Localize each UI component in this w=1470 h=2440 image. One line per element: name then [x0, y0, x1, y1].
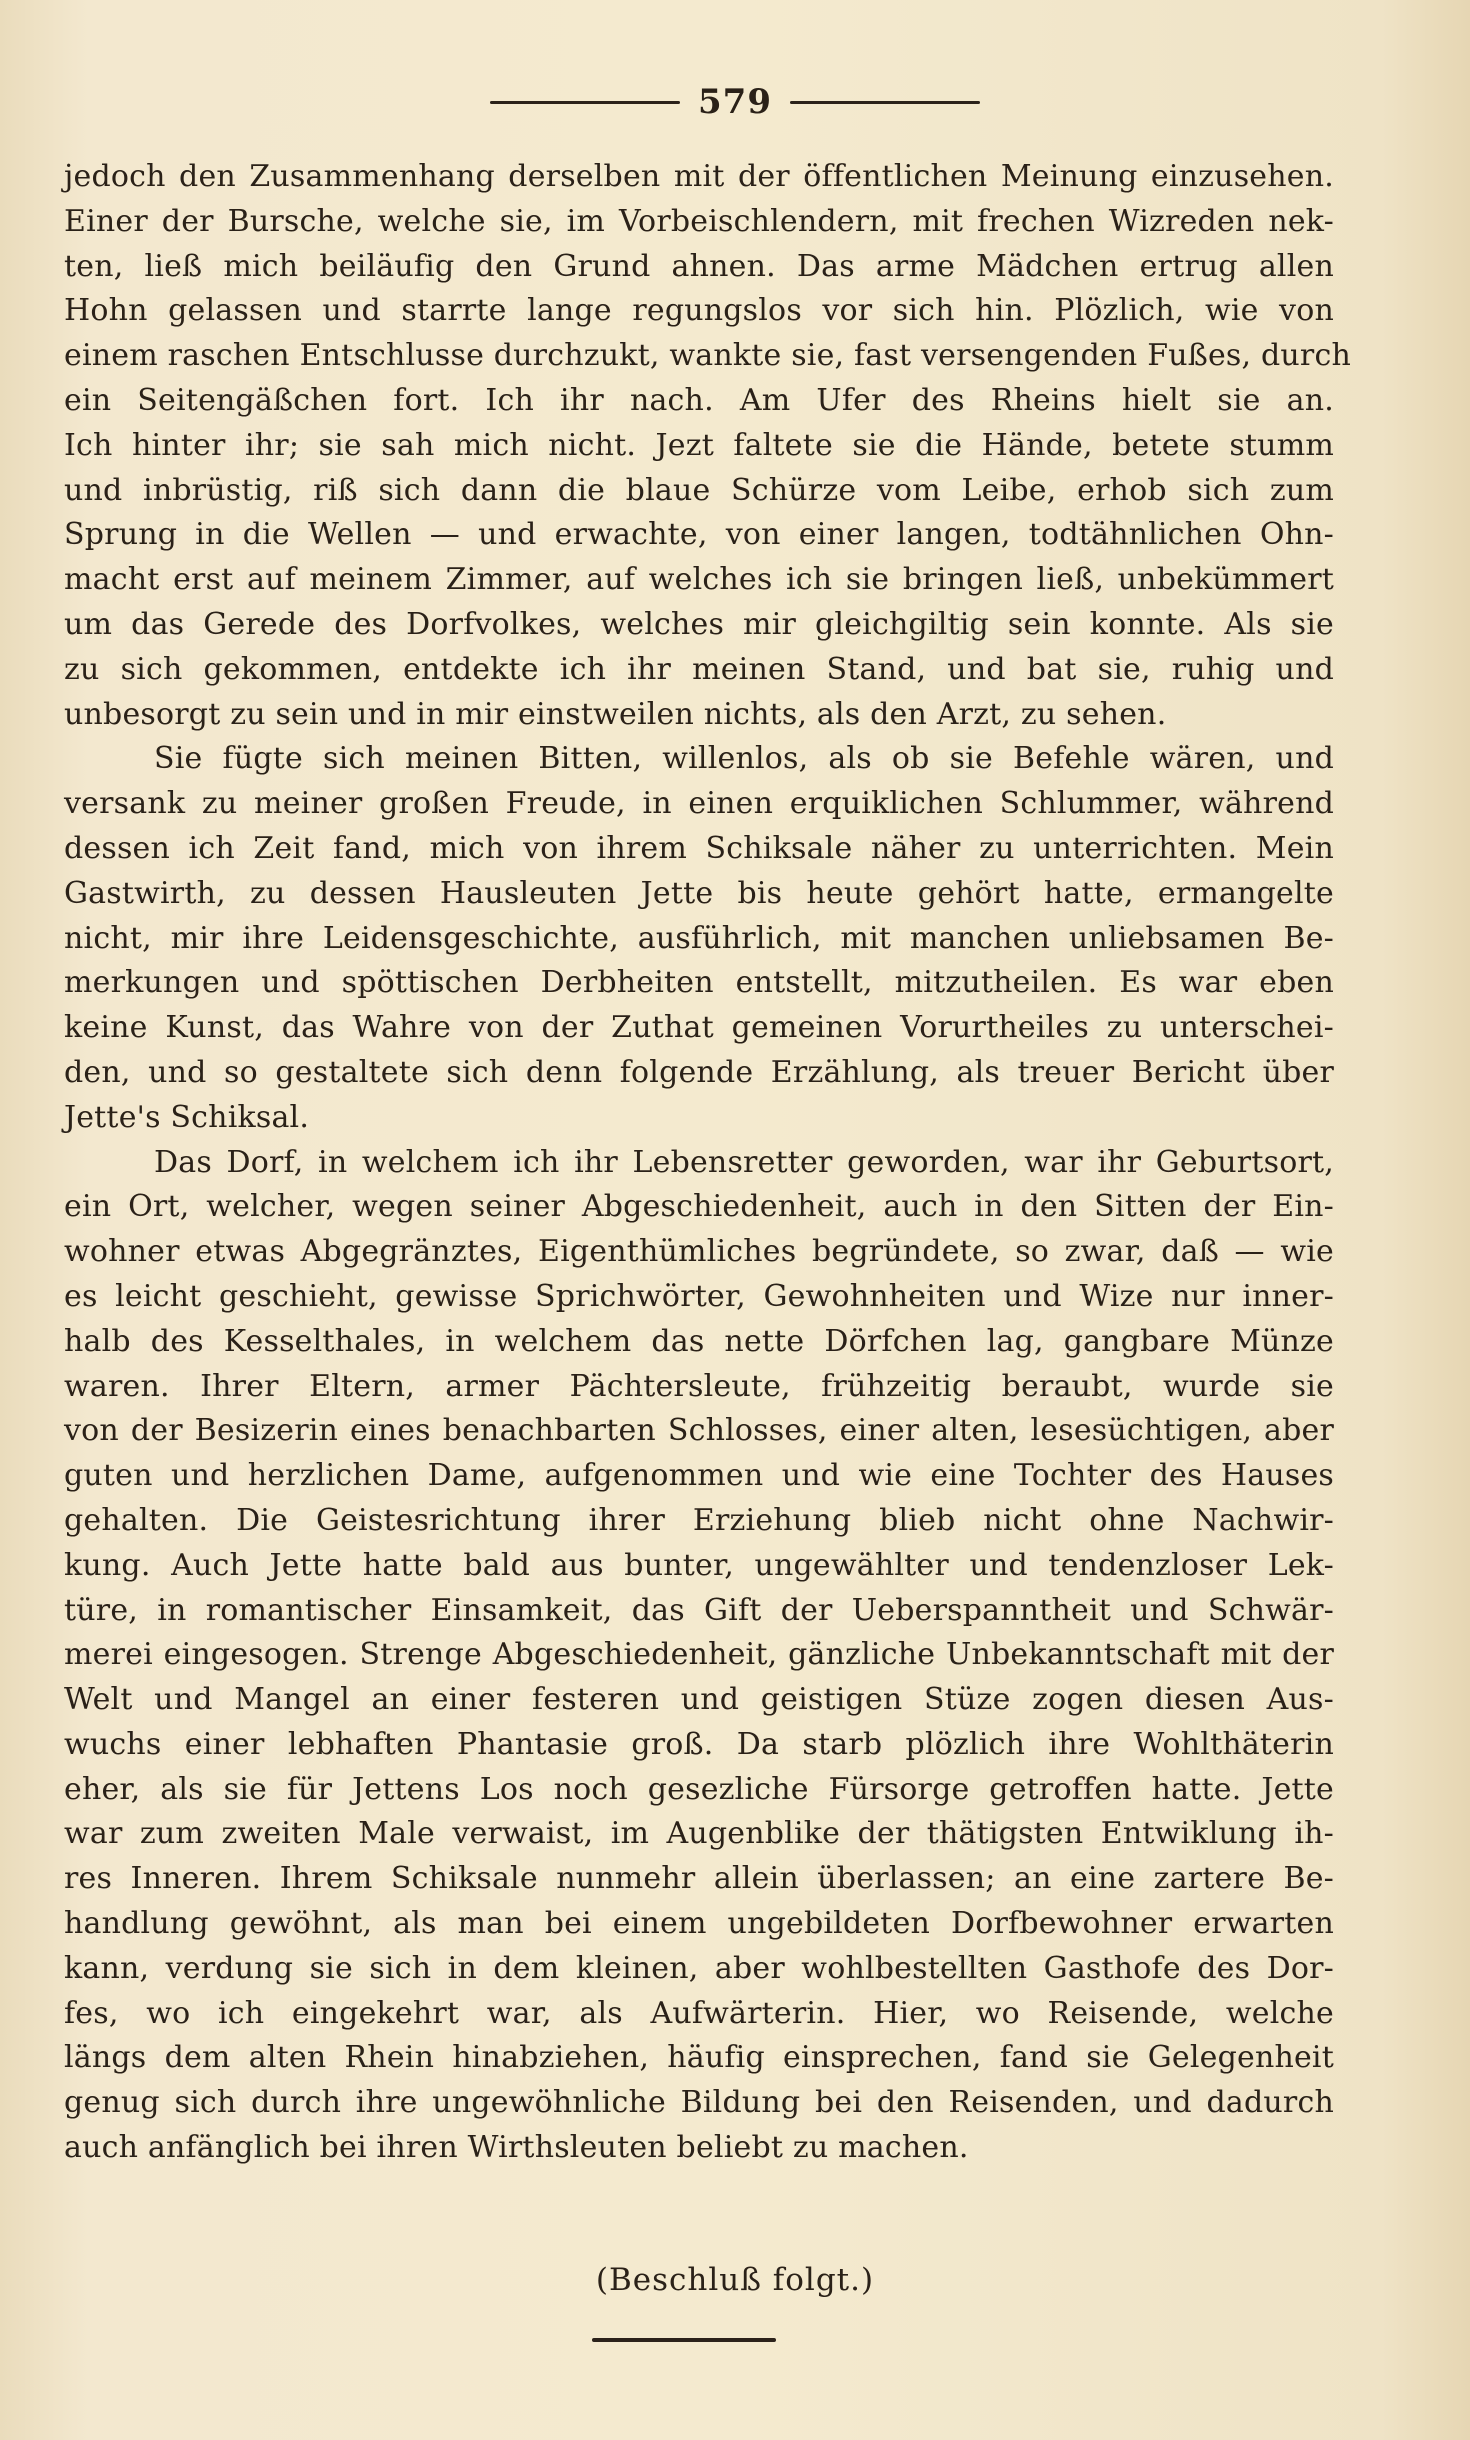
text-line: versank zu meiner großen Freude, in einen erquiklichen Schlummer, während — [64, 786, 1334, 822]
text-line: res Inneren. Ihrem Schiksale nunmehr allein überlassen; an eine zartere Be- — [64, 1861, 1334, 1897]
text-line: handlung gewöhnt, als man bei einem ungebildeten Dorfbewohner erwarten — [64, 1906, 1334, 1942]
text-line: ein Seitengäßchen fort. Ich ihr nach. Am Ufer des Rheins hielt sie an. — [64, 382, 1334, 418]
text-line: und inbrüstig, riß sich dann die blaue Schürze vom Leibe, erhob sich zum — [64, 472, 1334, 508]
text-line: den, und so gestaltete sich denn folgende Erzählung, als treuer Bericht über — [64, 1054, 1334, 1090]
text-line: fes, wo ich eingekehrt war, als Aufwärterin. Hier, wo Reisende, welche — [64, 1995, 1334, 2031]
text-line: gehalten. Die Geistesrichtung ihrer Erziehung blieb nicht ohne Nachwir- — [64, 1502, 1334, 1538]
text-line: zu sich gekommen, entdekte ich ihr meinen Stand, und bat sie, ruhig und — [64, 651, 1334, 687]
text-line: eher, als sie für Jettens Los noch gesezliche Fürsorge getroffen hatte. Jette — [64, 1771, 1334, 1807]
text-line: merei eingesogen. Strenge Abgeschiedenheit, gänzliche Unbekanntschaft mit der — [64, 1637, 1334, 1673]
page-header — [0, 82, 1470, 122]
paragraph — [64, 155, 1351, 737]
text-line: Gastwirth, zu dessen Hausleuten Jette bis heute gehört hatte, ermangelte — [64, 875, 1334, 911]
header-rule-left — [490, 101, 680, 104]
text-line: Einer der Bursche, welche sie, im Vorbeischlendern, mit frechen Wizreden nek- — [64, 203, 1334, 239]
text-line: war zum zweiten Male verwaist, im Augenblike der thätigsten Entwiklung ih- — [64, 1816, 1334, 1852]
text-line: Hohn gelassen und starrte lange regungslos vor sich hin. Plözlich, wie von — [64, 293, 1334, 329]
text-line: von der Besizerin eines benachbarten Schlosses, einer alten, lesesüchtigen, aber — [64, 1413, 1334, 1449]
text-line: halb des Kesselthales, in welchem das nette Dörfchen lag, gangbare Münze — [64, 1323, 1334, 1359]
text-line: kann, verdung sie sich in dem kleinen, aber wohlbestellten Gasthofe des Dor- — [64, 1950, 1334, 1986]
paragraph — [64, 1141, 1334, 2171]
text-line: Sprung in die Wellen — und erwachte, von einer langen, todtähnlichen Ohn- — [64, 517, 1334, 553]
text-line: Welt und Mangel an einer festeren und geistigen Stüze zogen diesen Aus- — [64, 1682, 1334, 1718]
text-line: waren. Ihrer Eltern, armer Pächtersleute, frühzeitig beraubt, wurde sie — [64, 1368, 1334, 1404]
text-line: guten und herzlichen Dame, aufgenommen und wie eine Tochter des Hauses — [64, 1458, 1334, 1494]
text-line: kung. Auch Jette hatte bald aus bunter, ungewählter und tendenzloser Lek- — [64, 1547, 1334, 1583]
continuation-note: (Beschluß folgt.) — [595, 2262, 875, 2298]
body-text — [64, 155, 1351, 2171]
text-line: es leicht geschieht, gewisse Sprichwörter, Gewohnheiten und Wize nur inner- — [64, 1278, 1334, 1314]
end-rule — [592, 2338, 776, 2342]
text-line: einem raschen Entschlusse durchzukt, wankte sie, fast versengenden Fußes, durch — [64, 338, 1351, 374]
text-line: dessen ich Zeit fand, mich von ihrem Schiksale näher zu unterrichten. Mein — [64, 830, 1334, 866]
text-line: auch anfänglich bei ihren Wirthsleuten beliebt zu machen. — [64, 2130, 969, 2166]
text-line: um das Gerede des Dorfvolkes, welches mir gleichgiltig sein konnte. Als sie — [64, 606, 1334, 642]
text-line: wuchs einer lebhaften Phantasie groß. Da starb plözlich ihre Wohlthäterin — [64, 1726, 1334, 1762]
header-rule-right — [790, 101, 980, 104]
text-line: Das Dorf, in welchem ich ihr Lebensretter geworden, war ihr Geburtsort, — [154, 1144, 1334, 1180]
page-number: 579 — [698, 82, 772, 122]
text-line: jedoch den Zusammenhang derselben mit der öffentlichen Meinung einzusehen. — [64, 159, 1334, 194]
text-line: keine Kunst, das Wahre von der Zuthat gemeinen Vorurtheiles zu unterschei- — [64, 1010, 1334, 1046]
text-line: ein Ort, welcher, wegen seiner Abgeschiedenheit, auch in den Sitten der Ein- — [64, 1189, 1334, 1225]
paragraph — [64, 737, 1334, 1140]
text-line: Sie fügte sich meinen Bitten, willenlos, als ob sie Befehle wären, und — [154, 741, 1334, 777]
text-line: merkungen und spöttischen Derbheiten entstellt, mitzutheilen. Es war eben — [64, 965, 1334, 1001]
text-line: wohner etwas Abgegränztes, Eigenthümliches begründete, so zwar, daß — wie — [64, 1234, 1334, 1270]
text-line: türe, in romantischer Einsamkeit, das Gift der Ueberspanntheit und Schwär- — [64, 1592, 1334, 1628]
text-line: genug sich durch ihre ungewöhnliche Bildung bei den Reisenden, und dadurch — [64, 2085, 1334, 2121]
text-line: nicht, mir ihre Leidensgeschichte, ausführlich, mit manchen unliebsamen Be- — [64, 920, 1334, 956]
text-line: unbesorgt zu sein und in mir einstweilen nichts, als den Arzt, zu sehen. — [64, 696, 1167, 732]
text-line: macht erst auf meinem Zimmer, auf welches ich sie bringen ließ, unbekümmert — [64, 562, 1334, 598]
text-line: ten, ließ mich beiläufig den Grund ahnen. Das arme Mädchen ertrug allen — [64, 248, 1334, 284]
text-line: Ich hinter ihr; sie sah mich nicht. Jezt faltete sie die Hände, betete stumm — [64, 427, 1334, 463]
text-line: längs dem alten Rhein hinabziehen, häufig einsprechen, fand sie Gelegenheit — [64, 2040, 1334, 2076]
text-line: Jette's Schiksal. — [64, 1099, 310, 1135]
